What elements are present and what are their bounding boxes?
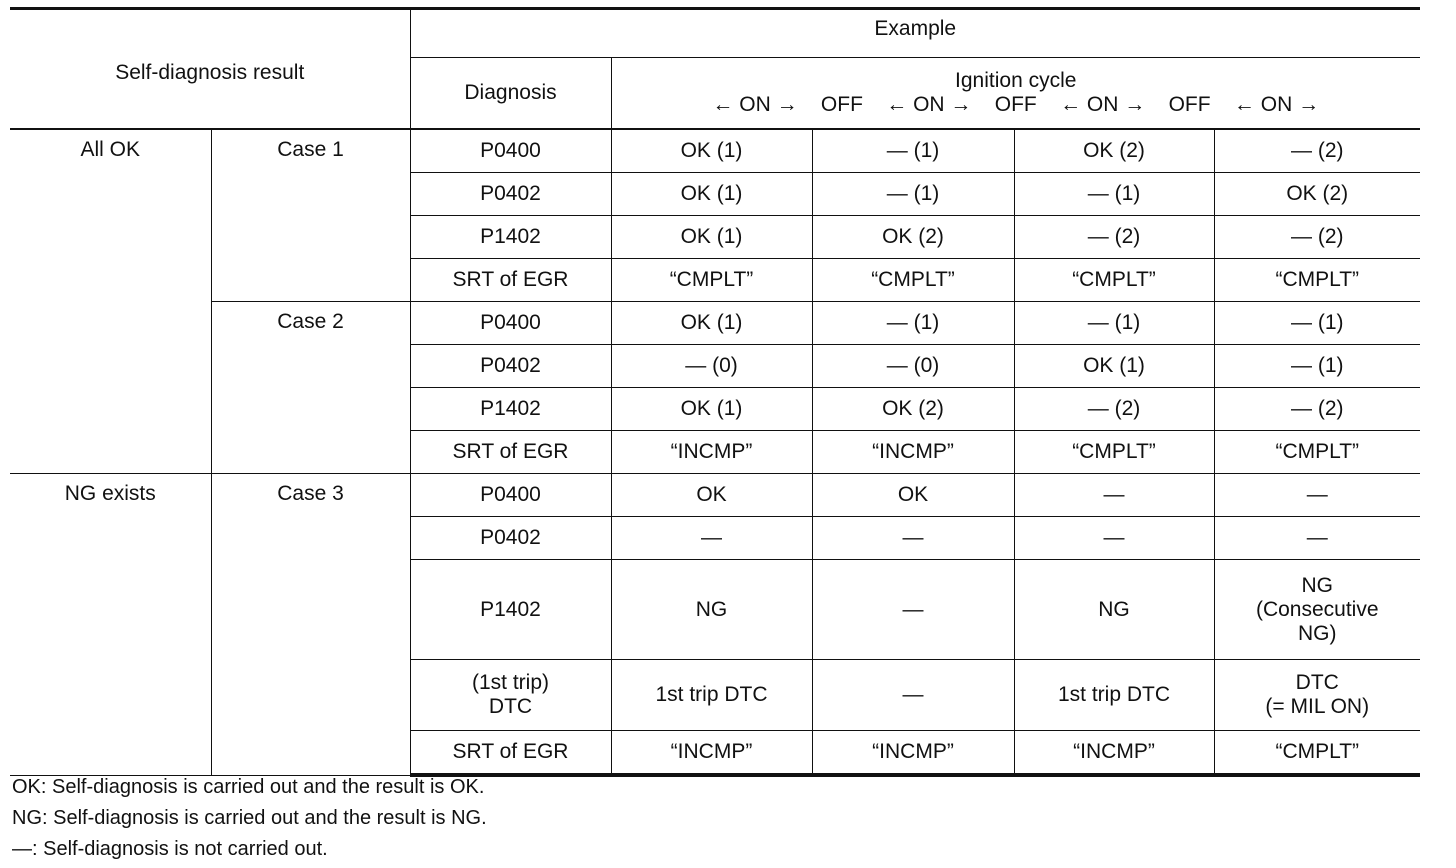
- result-cell: —: [812, 560, 1014, 660]
- diagnosis-cell: P0402: [410, 173, 611, 216]
- result-cell: OK (2): [812, 388, 1014, 431]
- table-row: [10, 129, 1420, 173]
- result-cell: “CMPLT”: [812, 259, 1014, 302]
- diagnosis-cell: (1st trip) DTC: [410, 660, 611, 731]
- ignition-cycle-sequence: ← ON → OFF ← ON → OFF ← ON → OFF ← ON →: [712, 93, 1320, 116]
- result-cell: OK: [611, 474, 812, 517]
- result-cell: — (1): [1014, 302, 1214, 345]
- result-cell: OK (1): [611, 129, 812, 173]
- result-cell: OK (1): [611, 302, 812, 345]
- self-diagnosis-result-header: Self-diagnosis result: [10, 9, 410, 130]
- result-cell: DTC (= MIL ON): [1214, 660, 1420, 731]
- example-header: Example: [410, 9, 1420, 58]
- diagnosis-cell: P0402: [410, 345, 611, 388]
- footnote-ok: OK: Self-diagnosis is carried out and the result is OK.: [12, 776, 485, 798]
- result-cell: — (0): [812, 345, 1014, 388]
- result-cell: — (2): [1014, 216, 1214, 259]
- result-cell: — (2): [1214, 388, 1420, 431]
- group-all-ok: All OK: [10, 129, 211, 474]
- group-ng-exists: NG exists: [10, 474, 211, 776]
- result-cell: OK (1): [611, 173, 812, 216]
- diagnosis-header: Diagnosis: [410, 58, 611, 130]
- result-cell: — (2): [1214, 216, 1420, 259]
- result-cell: —: [812, 517, 1014, 560]
- result-cell: OK (1): [611, 388, 812, 431]
- result-cell: “CMPLT”: [1014, 431, 1214, 474]
- diagnosis-cell: P1402: [410, 560, 611, 660]
- result-cell: —: [1214, 517, 1420, 560]
- result-cell: — (1): [1014, 173, 1214, 216]
- result-cell: —: [611, 517, 812, 560]
- result-cell: —: [1214, 474, 1420, 517]
- result-cell: — (2): [1014, 388, 1214, 431]
- result-cell: OK: [812, 474, 1014, 517]
- case-1-label: Case 1: [211, 129, 410, 302]
- result-cell: 1st trip DTC: [1014, 660, 1214, 731]
- result-cell: “INCMP”: [611, 731, 812, 776]
- result-cell: —: [812, 660, 1014, 731]
- result-cell: — (1): [812, 173, 1014, 216]
- result-cell: NG: [1014, 560, 1214, 660]
- result-cell: —: [1014, 474, 1214, 517]
- result-cell: NG (Consecutive NG): [1214, 560, 1420, 660]
- result-cell: “INCMP”: [812, 731, 1014, 776]
- result-cell: — (1): [812, 129, 1014, 173]
- result-cell: “INCMP”: [1014, 731, 1214, 776]
- diagnosis-cell: P0400: [410, 129, 611, 173]
- ignition-cycle-label: Ignition cycle: [955, 69, 1077, 92]
- case-2-label: Case 2: [211, 302, 410, 474]
- result-cell: “CMPLT”: [1214, 431, 1420, 474]
- result-cell: OK (2): [812, 216, 1014, 259]
- result-cell: — (1): [812, 302, 1014, 345]
- diagnosis-cell: SRT of EGR: [410, 259, 611, 302]
- diagnosis-cell: P0402: [410, 517, 611, 560]
- table-row: [10, 302, 1420, 345]
- diagnosis-cell: P0400: [410, 302, 611, 345]
- diagnosis-cell: P0400: [410, 474, 611, 517]
- diagnosis-cell: SRT of EGR: [410, 431, 611, 474]
- footnotes: [12, 772, 487, 865]
- result-cell: “INCMP”: [812, 431, 1014, 474]
- footnote-dash: —: Self-diagnosis is not carried out.: [12, 838, 328, 860]
- ignition-cycle-header: [611, 58, 1420, 130]
- case-3-label: Case 3: [211, 474, 410, 776]
- result-cell: OK (1): [1014, 345, 1214, 388]
- result-cell: — (0): [611, 345, 812, 388]
- result-cell: OK (2): [1014, 129, 1214, 173]
- result-cell: “CMPLT”: [1014, 259, 1214, 302]
- result-cell: NG: [611, 560, 812, 660]
- diagnosis-cell: P1402: [410, 388, 611, 431]
- result-cell: 1st trip DTC: [611, 660, 812, 731]
- result-cell: “CMPLT”: [1214, 731, 1420, 776]
- result-cell: — (2): [1214, 129, 1420, 173]
- diagnosis-cell: P1402: [410, 216, 611, 259]
- result-cell: —: [1014, 517, 1214, 560]
- result-cell: — (1): [1214, 302, 1420, 345]
- result-cell: “CMPLT”: [1214, 259, 1420, 302]
- footnote-ng: NG: Self-diagnosis is carried out and the result is NG.: [12, 807, 487, 829]
- result-cell: OK (2): [1214, 173, 1420, 216]
- result-cell: “CMPLT”: [611, 259, 812, 302]
- result-cell: “INCMP”: [611, 431, 812, 474]
- result-cell: OK (1): [611, 216, 812, 259]
- diagnosis-cell: SRT of EGR: [410, 731, 611, 776]
- self-diagnosis-table: [10, 7, 1420, 777]
- table-row: [10, 474, 1420, 517]
- result-cell: — (1): [1214, 345, 1420, 388]
